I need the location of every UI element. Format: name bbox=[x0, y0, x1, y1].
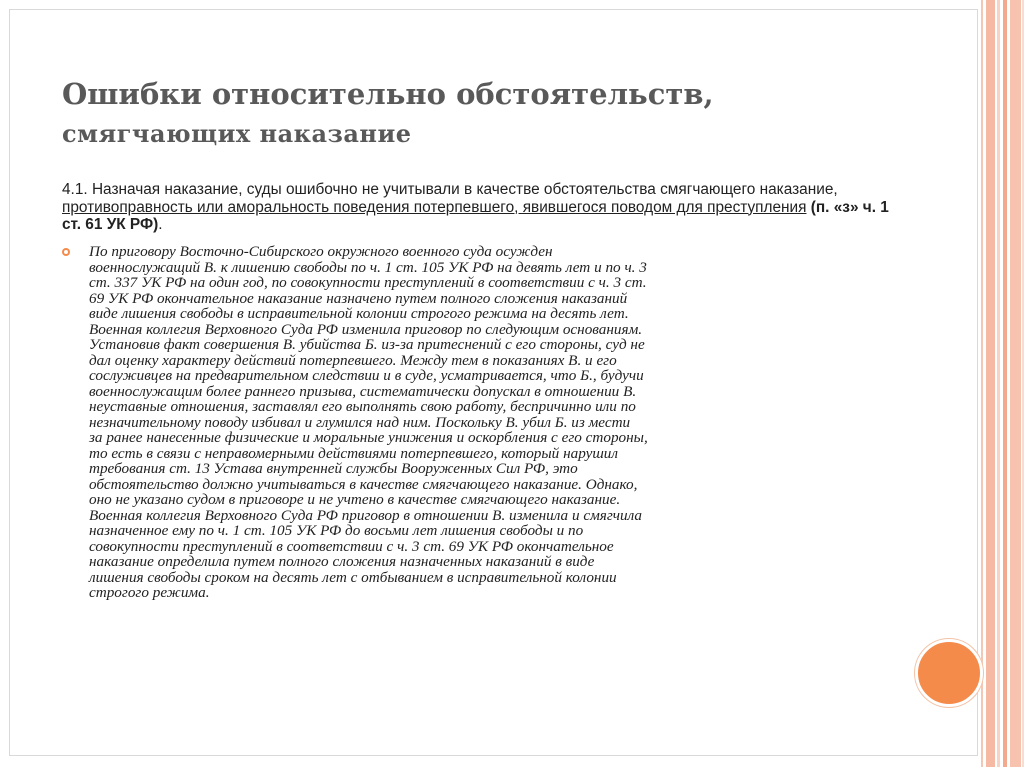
slide-title-line2: смягчающих наказание bbox=[62, 119, 412, 148]
stripe bbox=[981, 0, 983, 767]
stripe bbox=[1010, 0, 1021, 767]
intro-underlined-text: противоправность или аморальность поведения потерпевшего, явившегося поводом для преступления bbox=[62, 198, 807, 216]
stripe bbox=[997, 0, 1000, 767]
intro-paragraph bbox=[62, 181, 902, 234]
slide-title bbox=[62, 74, 922, 154]
bullet-text: По приговору Восточно-Сибирского окружного военного суда осужден военнослужащий В. к лишению свободы по ч. 1 ст. 105 УК РФ на девять лет и по ч. 3 ст. 337 УК РФ на один год, по совокупности преступлений в соответствии с ч. 3 ст. 69 УК РФ окончательное наказание назначено путем полного сложения наказаний виде лишения свободы в исправительной колонии строгого режима на десять лет. Военная коллегия Верховного Суда РФ изменила приговор по следующим основаниям. Установив факт совершения В. убийства Б. из-за притеснений с его стороны, суд не дал оценку характеру действий потерпевшего. Между тем в показаниях В. и его сослуживцев на предварительном следствии и в суде, усматривается, что Б., будучи военнослужащим более раннего призыва, систематически допускал в отношении В. неуставные отношения, заставлял его выполнять свою работу, беспричинно или по незначительному поводу избивал и глумился над ним. Поскольку В. убил Б. из мести за ранее нанесенные физические и моральные унижения и оскорбления с его стороны, то есть в связи с неправомерными действиями потерпевшего, который нарушил требования ст. 13 Устава внутренней службы Вооруженных Сил РФ, это обстоятельство должно учитываться в качестве смягчающего наказание. Однако, оно не указано судом в приговоре и не учтено в качестве смягчающего наказание. Военная коллегия Верховного Суда РФ приговор в отношении В. изменила и смягчила назначенное ему по ч. 1 ст. 105 УК РФ до восьми лет лишения свободы и по совокупности преступлений в соответствии с ч. 3 ст. 69 УК РФ окончательное наказание определила путем полного сложения назначенных наказаний в виде лишения свободы сроком на десять лет с отбыванием в исправительной колонии строгого режима. bbox=[89, 243, 648, 601]
decorative-stripes bbox=[981, 0, 1024, 767]
stripe bbox=[986, 0, 995, 767]
intro-end: . bbox=[158, 216, 163, 233]
stripe bbox=[1003, 0, 1007, 767]
circle-bullet-icon bbox=[62, 248, 70, 256]
intro-text: 4.1. Назначая наказание, суды ошибочно не учитывали в качестве обстоятельства смягчающего наказание, bbox=[62, 181, 838, 198]
intro-bold-reference: (п. «з» ч. 1 ст. 61 УК РФ) bbox=[62, 198, 889, 233]
slide-title-line1: Ошибки относительно обстоятельств, bbox=[62, 77, 714, 111]
orange-circle-icon bbox=[915, 639, 983, 707]
